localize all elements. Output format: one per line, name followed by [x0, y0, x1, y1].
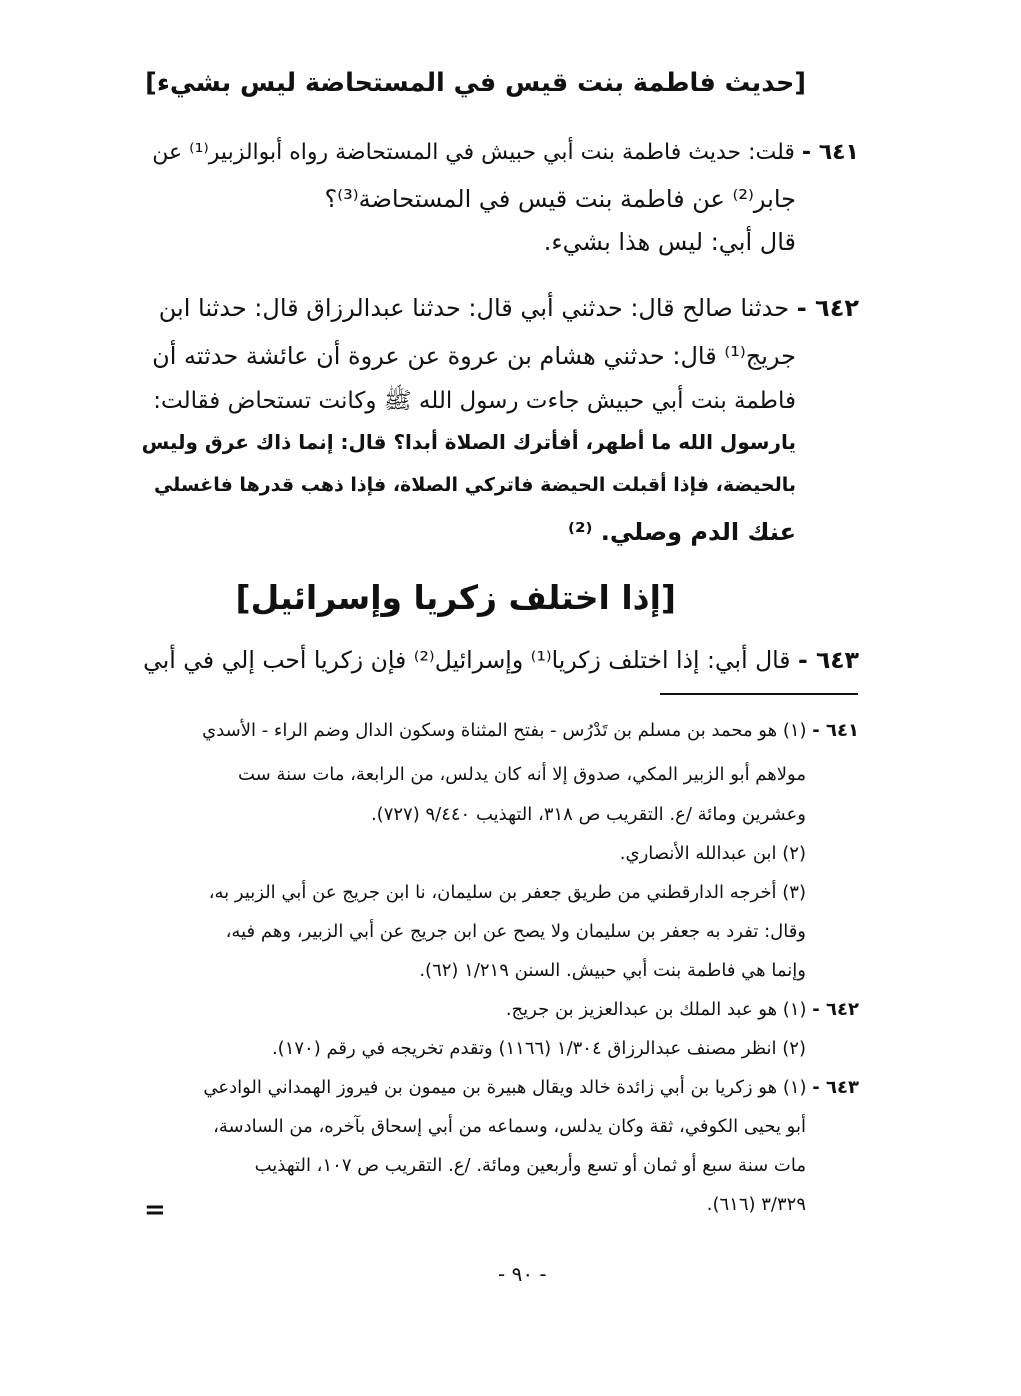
continuation-mark: =: [144, 1195, 166, 1225]
footnote-641-line-3: وعشرين ومائة /ع. التقريب ص ٣١٨، التهذيب ٩/٤٤٠ (٧٢٧).: [370, 804, 806, 825]
footnote-641-line-4: (٢) ابن عبدالله الأنصاري.: [619, 843, 806, 864]
hadith-642-line-1: ٦٤٢ - حدثنا صالح قال: حدثني أبي قال: حدثنا عبدالرزاق قال: حدثنا ابن: [158, 294, 859, 322]
footnote-643-line-1: ٦٤٣ - (١) هو زكريا بن أبي زائدة خالد ويقال هبيرة بن ميمون بن فيروز الهمداني الوادعي: [203, 1077, 859, 1098]
footnote-641-line-7: وإنما هي فاطمة بنت أبي حبيش. السنن ١/٢١٩ (٦٢).: [419, 960, 806, 981]
hadith-642-line-2: جريج⁽¹⁾ قال: حدثني هشام بن عروة عن عروة أن عائشة حدثته أن: [152, 342, 796, 370]
footnote-642-number: ٦٤٢ -: [812, 999, 859, 1020]
footnote-641-line-5: (٣) أخرجه الدارقطني من طريق جعفر بن سليمان، نا ابن جريج عن أبي الزبير به،: [208, 882, 806, 903]
footnote-643-line-3: مات سنة سبع أو ثمان أو تسع وأربعين ومائة. /ع. التقريب ص ١٠٧، التهذيب: [254, 1155, 806, 1176]
hadith-643-number: ٦٤٣ -: [798, 646, 859, 674]
hadith-642-line-3: فاطمة بنت أبي حبيش جاءت رسول الله ﷺ وكانت تستحاض فقالت:: [153, 388, 796, 414]
hadith-642-number: ٦٤٢ -: [796, 294, 859, 322]
hadith-642-line-5: بالحيضة، فإذا أقبلت الحيضة فاتركي الصلاة، فإذا ذهب قدرها فاغسلي: [153, 474, 796, 496]
footnote-641-line-1: ٦٤١ - (١) هو محمد بن مسلم بن تَدْرُس - بفتح المثناة وسكون الدال وضم الراء - الأسدي: [202, 720, 859, 741]
footnote-641-line-6: وقال: تفرد به جعفر بن سليمان ولا يصح عن ابن جريج عن أبي الزبير، وهم فيه،: [225, 921, 806, 942]
hadith-641-line-1: ٦٤١ - قلت: حديث فاطمة بنت أبي حبيش في المستحاضة رواه أبوالزبير⁽¹⁾ عن: [152, 140, 859, 165]
page-number: - ٩٠ -: [498, 1262, 547, 1286]
hadith-641-line-2: جابر⁽²⁾ عن فاطمة بنت قيس في المستحاضة⁽³⁾؟: [324, 185, 796, 213]
footnote-643-number: ٦٤٣ -: [812, 1077, 859, 1098]
hadith-641-number: ٦٤١ -: [801, 140, 859, 165]
hadith-643-line-1: ٦٤٣ - قال أبي: إذا اختلف زكريا⁽¹⁾ وإسرائيل⁽²⁾ فإن زكريا أحب إلي في أبي: [143, 646, 859, 674]
section-heading-zakariya: [إذا اختلف زكريا وإسرائيل]: [235, 578, 676, 617]
footnote-642-line-1: ٦٤٢ - (١) هو عبد الملك بن عبدالعزيز بن جريج.: [505, 999, 859, 1020]
footnote-643-line-2: أبو يحيى الكوفي، ثقة وكان يدلس، وسماعه من أبي إسحاق بآخره، من السادسة،: [213, 1116, 806, 1137]
footnote-643-line-4: ٣/٣٢٩ (٦١٦).: [706, 1194, 806, 1215]
hadith-641-line-3: قال أبي: ليس هذا بشيء.: [543, 228, 796, 256]
footnote-642-line-2: (٢) انظر مصنف عبدالرزاق ١/٣٠٤ (١١٦٦) وتقدم تخريجه في رقم (١٧٠).: [271, 1038, 806, 1059]
footnote-641-number: ٦٤١ -: [812, 720, 859, 741]
section-heading-fatima: [حديث فاطمة بنت قيس في المستحاضة ليس بشيء]: [145, 68, 806, 98]
footnote-separator: [660, 693, 858, 695]
hadith-642-line-6: عنك الدم وصلي. ⁽²⁾: [568, 518, 796, 546]
hadith-642-line-4: يارسول الله ما أطهر، أفأترك الصلاة أبدا؟ قال: إنما ذاك عرق وليس: [141, 430, 796, 454]
footnote-641-line-2: مولاهم أبو الزبير المكي، صدوق إلا أنه كان يدلس، من الرابعة، مات سنة ست: [237, 764, 806, 785]
